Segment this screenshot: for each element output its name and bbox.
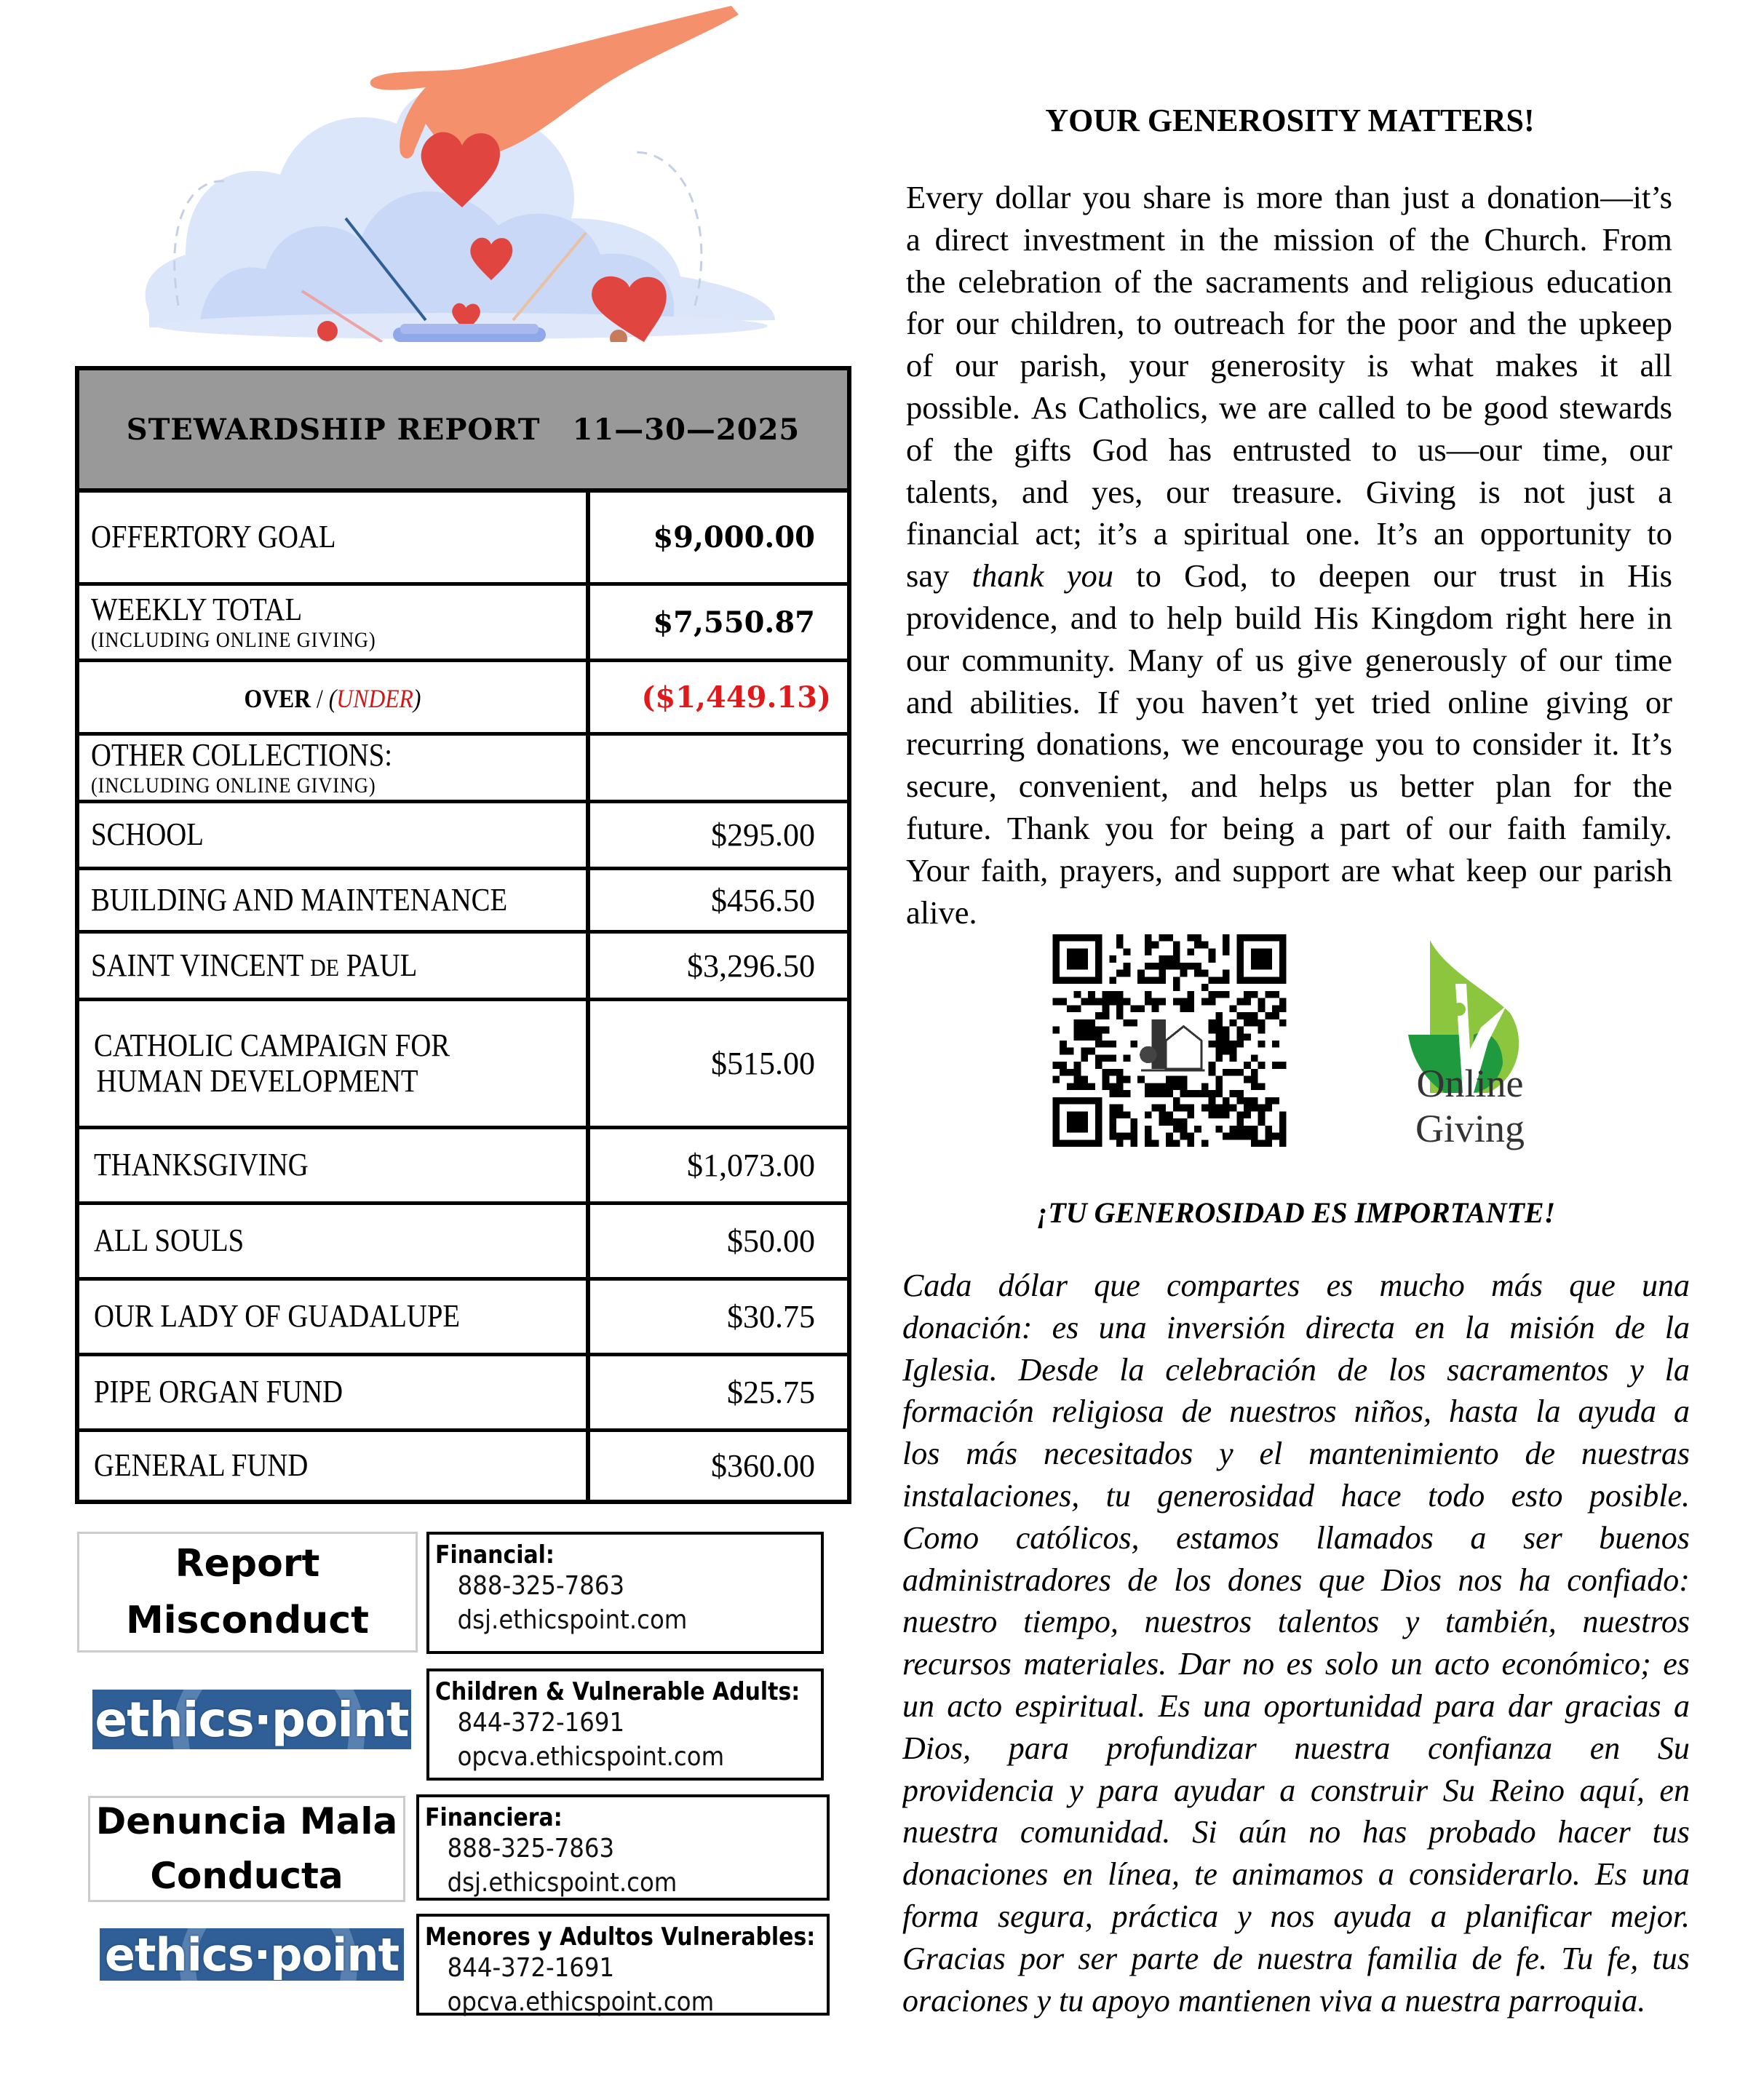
paragraph-line: financial act; it’s a spiritual one. It’s an opportunity to bbox=[906, 515, 1672, 552]
collection-value: $1,073.00 bbox=[687, 1148, 815, 1183]
collection-row bbox=[79, 1432, 847, 1500]
collection-row bbox=[79, 1356, 847, 1432]
collection-row bbox=[79, 870, 847, 934]
row-label: CATHOLIC CAMPAIGN FOR HUMAN DEVELOPMENT bbox=[79, 1001, 590, 1126]
paragraph-line: possible. As Catholics, we are called to be good stewards bbox=[906, 389, 1672, 426]
contact-phone[interactable]: 888-325-7863 bbox=[447, 1834, 615, 1864]
row-sublabel: (INCLUDING ONLINE GIVING) bbox=[91, 773, 376, 798]
contact-box-financial bbox=[426, 1532, 824, 1654]
paragraph-line: Como católicos, estamos llamados a ser buenos bbox=[902, 1519, 1690, 1556]
weekly-total-row bbox=[79, 586, 847, 662]
paragraph-line: our community. Many of us give generously of our time bbox=[906, 641, 1672, 678]
row-label: THANKSGIVING bbox=[79, 1129, 590, 1201]
report-header bbox=[79, 370, 847, 493]
row-label: ALL SOULS bbox=[79, 1205, 590, 1277]
paragraph-line: recurring donations, we encourage you to consider it. It’s bbox=[906, 725, 1672, 763]
paragraph-line: nuestra comunidad. Si aún no has probado hacer tus bbox=[902, 1814, 1690, 1850]
spanish-heading: ¡TU GENEROSIDAD ES IMPORTANTE! bbox=[1036, 1196, 1556, 1229]
paragraph-line: for our children, to outreach for the poor and the upkeep bbox=[906, 305, 1672, 342]
contact-title: Children & Vulnerable Adults: bbox=[435, 1677, 800, 1706]
collection-value: $360.00 bbox=[711, 1448, 815, 1484]
paragraph-line: donación: es una inversión directa en la misión de la bbox=[902, 1309, 1690, 1345]
person-woman-icon bbox=[317, 321, 338, 341]
collection-row bbox=[79, 803, 847, 870]
paragraph-line: providence, and to help build His Kingdom right here in bbox=[906, 599, 1672, 636]
paragraph-line: say thank you to God, to deepen our trust in His bbox=[906, 557, 1672, 594]
row-label: SCHOOL bbox=[79, 803, 590, 867]
other-collections-value bbox=[590, 736, 847, 800]
report-date: 11—30—2025 bbox=[572, 412, 800, 447]
row-label: BUILDING AND MAINTENANCE bbox=[79, 870, 590, 930]
contact-site-link[interactable]: dsj.ethicspoint.com bbox=[457, 1604, 688, 1635]
row-label: OUR LADY OF GUADALUPE bbox=[79, 1281, 590, 1353]
church-icon bbox=[1140, 1019, 1205, 1070]
paragraph-line: and abilities. If you haven’t yet tried online giving or bbox=[906, 683, 1672, 720]
english-paragraph bbox=[906, 177, 1672, 934]
ethicspoint-logo bbox=[100, 1928, 404, 1981]
row-label: SAINT VINCENT DE PAUL bbox=[79, 934, 590, 998]
row-label: OFFERTORY GOAL bbox=[79, 493, 590, 582]
over-label: OVER bbox=[244, 683, 311, 713]
under-label: UNDER bbox=[336, 683, 413, 713]
collection-row bbox=[79, 934, 847, 1001]
contact-box-financiera bbox=[416, 1794, 830, 1901]
paragraph-line: Cada dólar que compartes es mucho más que una bbox=[902, 1268, 1690, 1303]
collection-row bbox=[79, 1001, 847, 1129]
collection-row bbox=[79, 1281, 847, 1356]
logo-text: ethics·point bbox=[104, 1928, 400, 1981]
contact-phone[interactable]: 844-372-1691 bbox=[457, 1708, 625, 1738]
paragraph-line: formación religiosa de nuestros niños, hasta la ayuda a bbox=[902, 1393, 1690, 1430]
paragraph-line: providencia y para ayudar a construir Su Reino aquí, en bbox=[902, 1772, 1690, 1808]
banner-line: Misconduct bbox=[125, 1599, 369, 1642]
paragraph-line: recursos materiales. Dar no es solo un acto económico; es bbox=[902, 1646, 1690, 1682]
paragraph-line: of the gifts God has entrusted to us—our time, our bbox=[906, 431, 1672, 468]
qr-code-icon[interactable] bbox=[1052, 934, 1287, 1147]
over-under-row bbox=[79, 662, 847, 736]
paragraph-line: los más necesitados y el mantenimiento de nuestras bbox=[902, 1436, 1690, 1472]
collection-row bbox=[79, 1129, 847, 1205]
paragraph-line: Iglesia. Desde la celebración de los sacramentos y la bbox=[902, 1351, 1690, 1388]
paragraph-line: a direct investment in the mission of the Church. From bbox=[906, 220, 1672, 258]
stewardship-report-table bbox=[75, 366, 851, 1504]
report-title: STEWARDSHIP REPORT bbox=[126, 412, 541, 447]
other-collections-row bbox=[79, 736, 847, 803]
contact-box-menores bbox=[416, 1914, 830, 2016]
contact-site-link[interactable]: opcva.ethicspoint.com bbox=[447, 1986, 715, 2017]
paragraph-line: of our parish, your generosity is what makes it all bbox=[906, 347, 1672, 384]
paragraph-line: administradores de los dones que Dios nos ha confiado: bbox=[902, 1562, 1690, 1598]
banner-line: Conducta bbox=[150, 1855, 343, 1897]
row-label: OVER / (UNDER) bbox=[79, 662, 590, 732]
paragraph-line: instalaciones, tu generosidad hace todo esto posible. bbox=[902, 1477, 1690, 1514]
paragraph-line: talents, and yes, our treasure. Giving is not just a bbox=[906, 473, 1672, 510]
donation-jar-illustration bbox=[120, 0, 800, 342]
collection-value: $515.00 bbox=[711, 1046, 815, 1081]
logo-text: ethics·point bbox=[95, 1691, 409, 1748]
spanish-paragraph bbox=[902, 1265, 1690, 2021]
english-heading: YOUR GENEROSITY MATTERS! bbox=[1045, 103, 1535, 138]
person-head bbox=[1453, 1003, 1466, 1016]
paragraph-line: the celebration of the sacraments and religious education bbox=[906, 263, 1672, 300]
contact-title: Financial: bbox=[435, 1540, 555, 1570]
row-label: OTHER COLLECTIONS: (INCLUDING ONLINE GIVING) bbox=[79, 736, 590, 800]
weekly-total-value: $7,550.87 bbox=[653, 605, 815, 640]
contact-box-children bbox=[426, 1669, 824, 1781]
online-giving-label: Online Giving bbox=[1415, 1062, 1525, 1150]
paragraph-line: Every dollar you share is more than just a donation—it’s bbox=[906, 179, 1672, 215]
over-under-value: ($1,449.13) bbox=[641, 680, 831, 715]
paragraph-line: donaciones en línea, te animamos a considerarlo. Es una bbox=[902, 1856, 1690, 1893]
paragraph-line: un acto espiritual. Es una oportunidad para dar gracias a bbox=[902, 1687, 1690, 1724]
collection-value: $295.00 bbox=[711, 817, 815, 853]
paragraph-line: alive. bbox=[906, 894, 977, 931]
paragraph-line: Gracias por ser parte de nuestra familia de fe. Tu fe, tus bbox=[902, 1940, 1690, 1976]
paragraph-line: secure, convenient, and helps us better plan for the bbox=[906, 768, 1672, 805]
banner-line: Report bbox=[175, 1542, 320, 1586]
paragraph-line: future. Thank you for being a part of our faith family. bbox=[906, 809, 1672, 846]
denuncia-mala-conducta-banner bbox=[88, 1796, 405, 1902]
banner-line: Denuncia Mala bbox=[95, 1800, 398, 1842]
contact-site-link[interactable]: opcva.ethicspoint.com bbox=[457, 1741, 725, 1772]
row-label: WEEKLY TOTAL (INCLUDING ONLINE GIVING) bbox=[79, 586, 590, 659]
collection-value: $456.50 bbox=[711, 882, 815, 918]
offertory-goal-row bbox=[79, 493, 847, 586]
collection-value: $25.75 bbox=[727, 1375, 815, 1410]
contact-title: Menores y Adultos Vulnerables: bbox=[425, 1922, 816, 1952]
collection-value: $50.00 bbox=[727, 1223, 815, 1259]
online-giving-logo[interactable] bbox=[1361, 940, 1579, 1151]
offertory-goal-value: $9,000.00 bbox=[653, 520, 815, 554]
paragraph-line: nuestro tiempo, nuestros talentos y también, nuestros bbox=[902, 1604, 1690, 1640]
contact-phone[interactable]: 888-325-7863 bbox=[457, 1571, 625, 1601]
report-misconduct-banner bbox=[77, 1532, 418, 1652]
paragraph-line: Dios, para profundizar nuestra confianza en Su bbox=[902, 1730, 1690, 1766]
contact-title: Financiera: bbox=[425, 1803, 563, 1832]
collection-row bbox=[79, 1205, 847, 1281]
ethicspoint-logo bbox=[92, 1690, 411, 1749]
contact-phone[interactable]: 844-372-1691 bbox=[447, 1953, 615, 1983]
row-label: GENERAL FUND bbox=[79, 1432, 590, 1500]
row-sublabel: (INCLUDING ONLINE GIVING) bbox=[91, 627, 376, 652]
paragraph-line: forma segura, práctica y nos ayuda a planificar mejor. bbox=[902, 1898, 1690, 1934]
jar-lid bbox=[400, 324, 539, 334]
paragraph-line: Your faith, prayers, and support are what keep our parish bbox=[906, 851, 1672, 888]
paragraph-line: oraciones y tu apoyo mantienen viva a nuestra parroquia. bbox=[902, 1982, 1646, 2019]
row-label: PIPE ORGAN FUND bbox=[79, 1356, 590, 1428]
contact-site-link[interactable]: dsj.ethicspoint.com bbox=[447, 1867, 678, 1898]
collection-value: $3,296.50 bbox=[687, 947, 815, 984]
collection-value: $30.75 bbox=[727, 1299, 815, 1335]
